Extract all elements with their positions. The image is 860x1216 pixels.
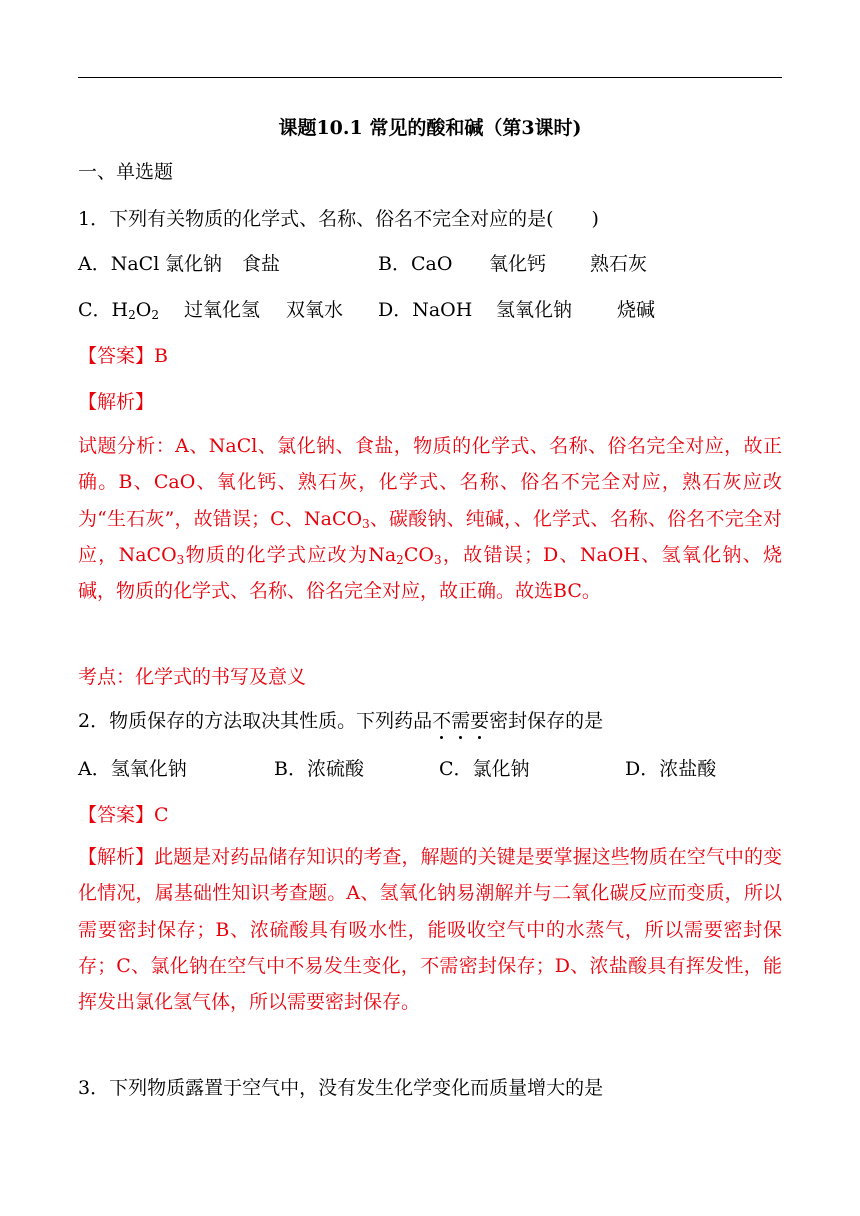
q1-option-a-name: 氯化钠	[165, 253, 223, 275]
q1-option-c-label: C．$H_2O_2$	[78, 299, 159, 322]
q1-option-d-name: 氢氧化钠	[496, 299, 573, 321]
q1-option-c-name: 过氧化氢	[184, 299, 261, 321]
q1-option-b-name: 氧化钙	[489, 253, 547, 275]
q2-option-c: C．氯化钠	[439, 758, 530, 780]
q1-answer: 【答案】B	[78, 345, 168, 367]
q2-option-d: D．浓盐酸	[625, 758, 717, 780]
emphasis-dot: 不	[432, 710, 452, 732]
q2-analysis: 【解析】此题是对药品储存知识的考查，解题的关键是要掌握这些物质在空气中的变化情况，属基础性知识考查题。A、氢氧化钠易潮解并与二氧化碳反应而变质，所以需要密封保存；B、浓硫酸具有吸水性，能吸收空气中的水蒸气，所以需要密封保存；C、氯化钠在空气中不易发生变化，不需密封保存；D、浓盐酸具有挥发性，能挥发出氯化氢气体，所以需要密封保存。	[78, 846, 782, 1014]
q2-option-b: B．浓硫酸	[274, 758, 364, 780]
q2-answer: 【答案】C	[78, 804, 169, 826]
q3-stem: 3．下列物质露置于空气中，没有发生化学变化而质量增大的是	[78, 1077, 604, 1099]
q1-analysis: 试题分析：A、NaCl、氯化钠、食盐，物质的化学式、名称、俗名完全对应，故正确。B、CaO、氧化钙、熟石灰，化学式、名称、俗名不完全对应，熟石灰应改为“生石灰”，故错误；C、NaCO$_3$、碳酸钠、纯碱，、化学式、名称、俗名不完全对应，NaCO$_3$物质的化学式应改为$Na_2CO_3$，故错误；D、NaOH、氢氧化钠、烧碱，物质的化学式、名称、俗名完全对应，故正确。故选BC。	[78, 435, 782, 603]
emphasis-dot: 要	[470, 710, 490, 732]
header-rule	[78, 77, 782, 78]
q1-option-d-common: 烧碱	[617, 299, 656, 321]
q2-option-a: A．氢氧化钠	[78, 758, 187, 780]
q1-option-c-common: 双氧水	[286, 299, 344, 321]
q1-option-a-label: A．NaCl	[78, 253, 160, 275]
page-title: 课题10.1 常见的酸和碱（第3课时)	[278, 117, 582, 139]
q1-kaodian: 考点：化学式的书写及意义	[78, 666, 307, 688]
section-heading: 一、单选题	[78, 161, 174, 183]
q1-option-d-label: D．NaOH	[378, 299, 473, 321]
q1-option-b-common: 熟石灰	[590, 253, 648, 275]
q1-option-b-label: B．CaO	[378, 253, 453, 275]
emphasis-dot: 需	[451, 710, 471, 732]
q1-analysis-label: 【解析】	[78, 391, 155, 413]
q1-option-a-common: 食盐	[242, 253, 281, 275]
q2-stem: 2．物质保存的方法取决其性质。下列药品不需要密封保存的是	[78, 710, 604, 732]
q1-stem: 1．下列有关物质的化学式、名称、俗名不完全对应的是( )	[78, 208, 599, 230]
